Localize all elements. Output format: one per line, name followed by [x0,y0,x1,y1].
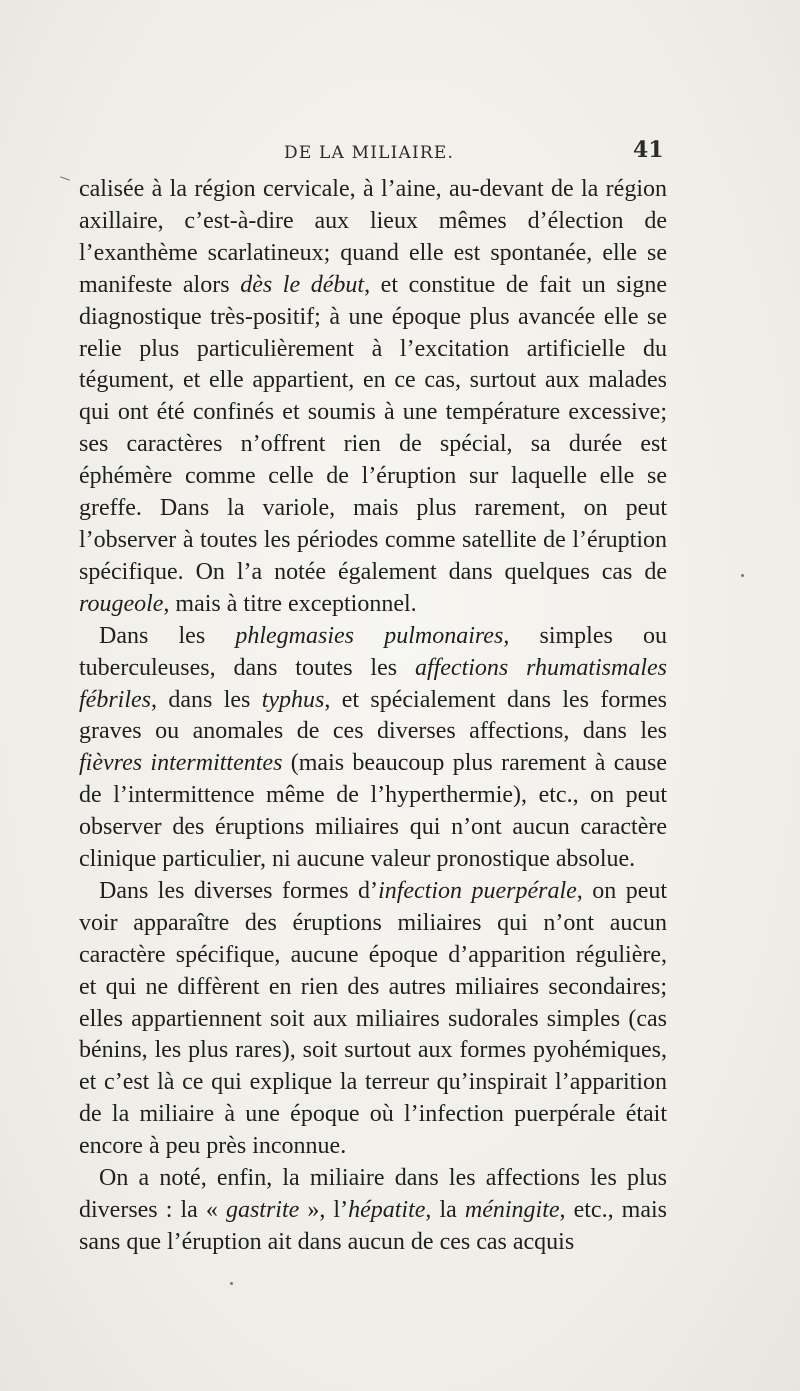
paragraph-1 [79,174,667,621]
p2-italic-4: fièvres intermittentes [79,750,283,777]
p4-italic-3: méningite [464,1197,560,1223]
body-text [79,174,667,1259]
paragraph-3 [79,876,667,1163]
print-speck [741,574,744,577]
p4-text-2: », l’ [299,1197,349,1223]
p2-italic-3: typhus [261,686,325,713]
p4-text-3: , la [425,1197,465,1223]
paragraph-2 [79,621,667,876]
p2-italic-2: affections rhumatismales fébriles [79,654,667,713]
p2-text-3: , dans les [151,686,262,713]
p1-text-1: calisée à la région cervicale, à l’aine, au-devant de la région axillaire, c’est-à-dire aux lieux mêmes d’élection de l’exanthème scarlatineux; quand elle est spontanée, elle se manifeste alors [79,176,667,298]
page-number: 41 [633,137,664,163]
p2-text-5: (mais beaucoup plus rarement à cause de l’intermittence même de l’hyperthermie), etc., on peut observer des éruptions miliaires qui n’ont aucun caractère clinique particulier, ni aucune valeur pronostique absolue. [79,750,667,873]
paragraph-4 [79,1163,667,1259]
p1-italic-1: dès le début [240,271,365,298]
p3-text-1: Dans les diverses formes d’ [99,877,379,904]
print-speck [230,1282,233,1285]
p2-italic-1: phlegmasies pulmonaires [235,622,504,649]
p3-italic-1: infection puerpérale [378,877,577,904]
p1-text-3: , mais à titre exceptionnel. [163,590,417,617]
p1-text-2: , et constitue de fait un signe diagnostique très-positif; à une époque plus avancée elle se relie plus particulièrement à l’excitation artificielle du tégument, et elle appartient, en ce cas, surtout aux malades qui ont été confinés et soumis à une température excessive; ses caractères n’offrent rien de spécial, sa durée est éphémère comme celle de l’éruption sur laquelle elle se greffe. Dans la variole, mais plus rarement, on peut l’observer à toutes les périodes comme satellite de l’éruption spécifique. On l’a notée également dans quelques cas de [79,271,668,585]
p2-text-4: , et spécialement dans les formes graves ou anomales de ces diverses affections, dans les [79,686,668,745]
p4-text-1: On a noté, enfin, la miliaire dans les affections les plus diverses : la « [79,1165,667,1223]
p1-italic-2: rougeole [79,590,164,617]
p4-text-4: , etc., mais sans que l’éruption ait dans aucun de ces cas acquis [79,1197,667,1255]
p4-italic-2: hépatite [348,1197,426,1223]
p3-text-2: , on peut voir apparaître des éruptions miliaires qui n’ont aucun caractère spécifique, aucune époque d’apparition régulière, et qui ne diffèrent en rien des autres miliaires secondaires; elles appartiennent soit aux miliaires sudorales simples (cas bénins, les plus rares), soit surtout aux formes pyohémiques, et c’est là ce qui explique la terreur qu’inspirait l’apparition de la miliaire à une époque où l’infection puerpérale était encore à peu près inconnue. [79,877,668,1160]
p4-italic-1: gastrite [225,1197,300,1223]
p2-text-1: Dans les [99,622,236,649]
p2-text-2: , simples ou tuberculeuses, dans toutes les [79,622,668,681]
running-title: DE LA MILIAIRE. [284,143,455,163]
margin-mark [60,176,70,180]
